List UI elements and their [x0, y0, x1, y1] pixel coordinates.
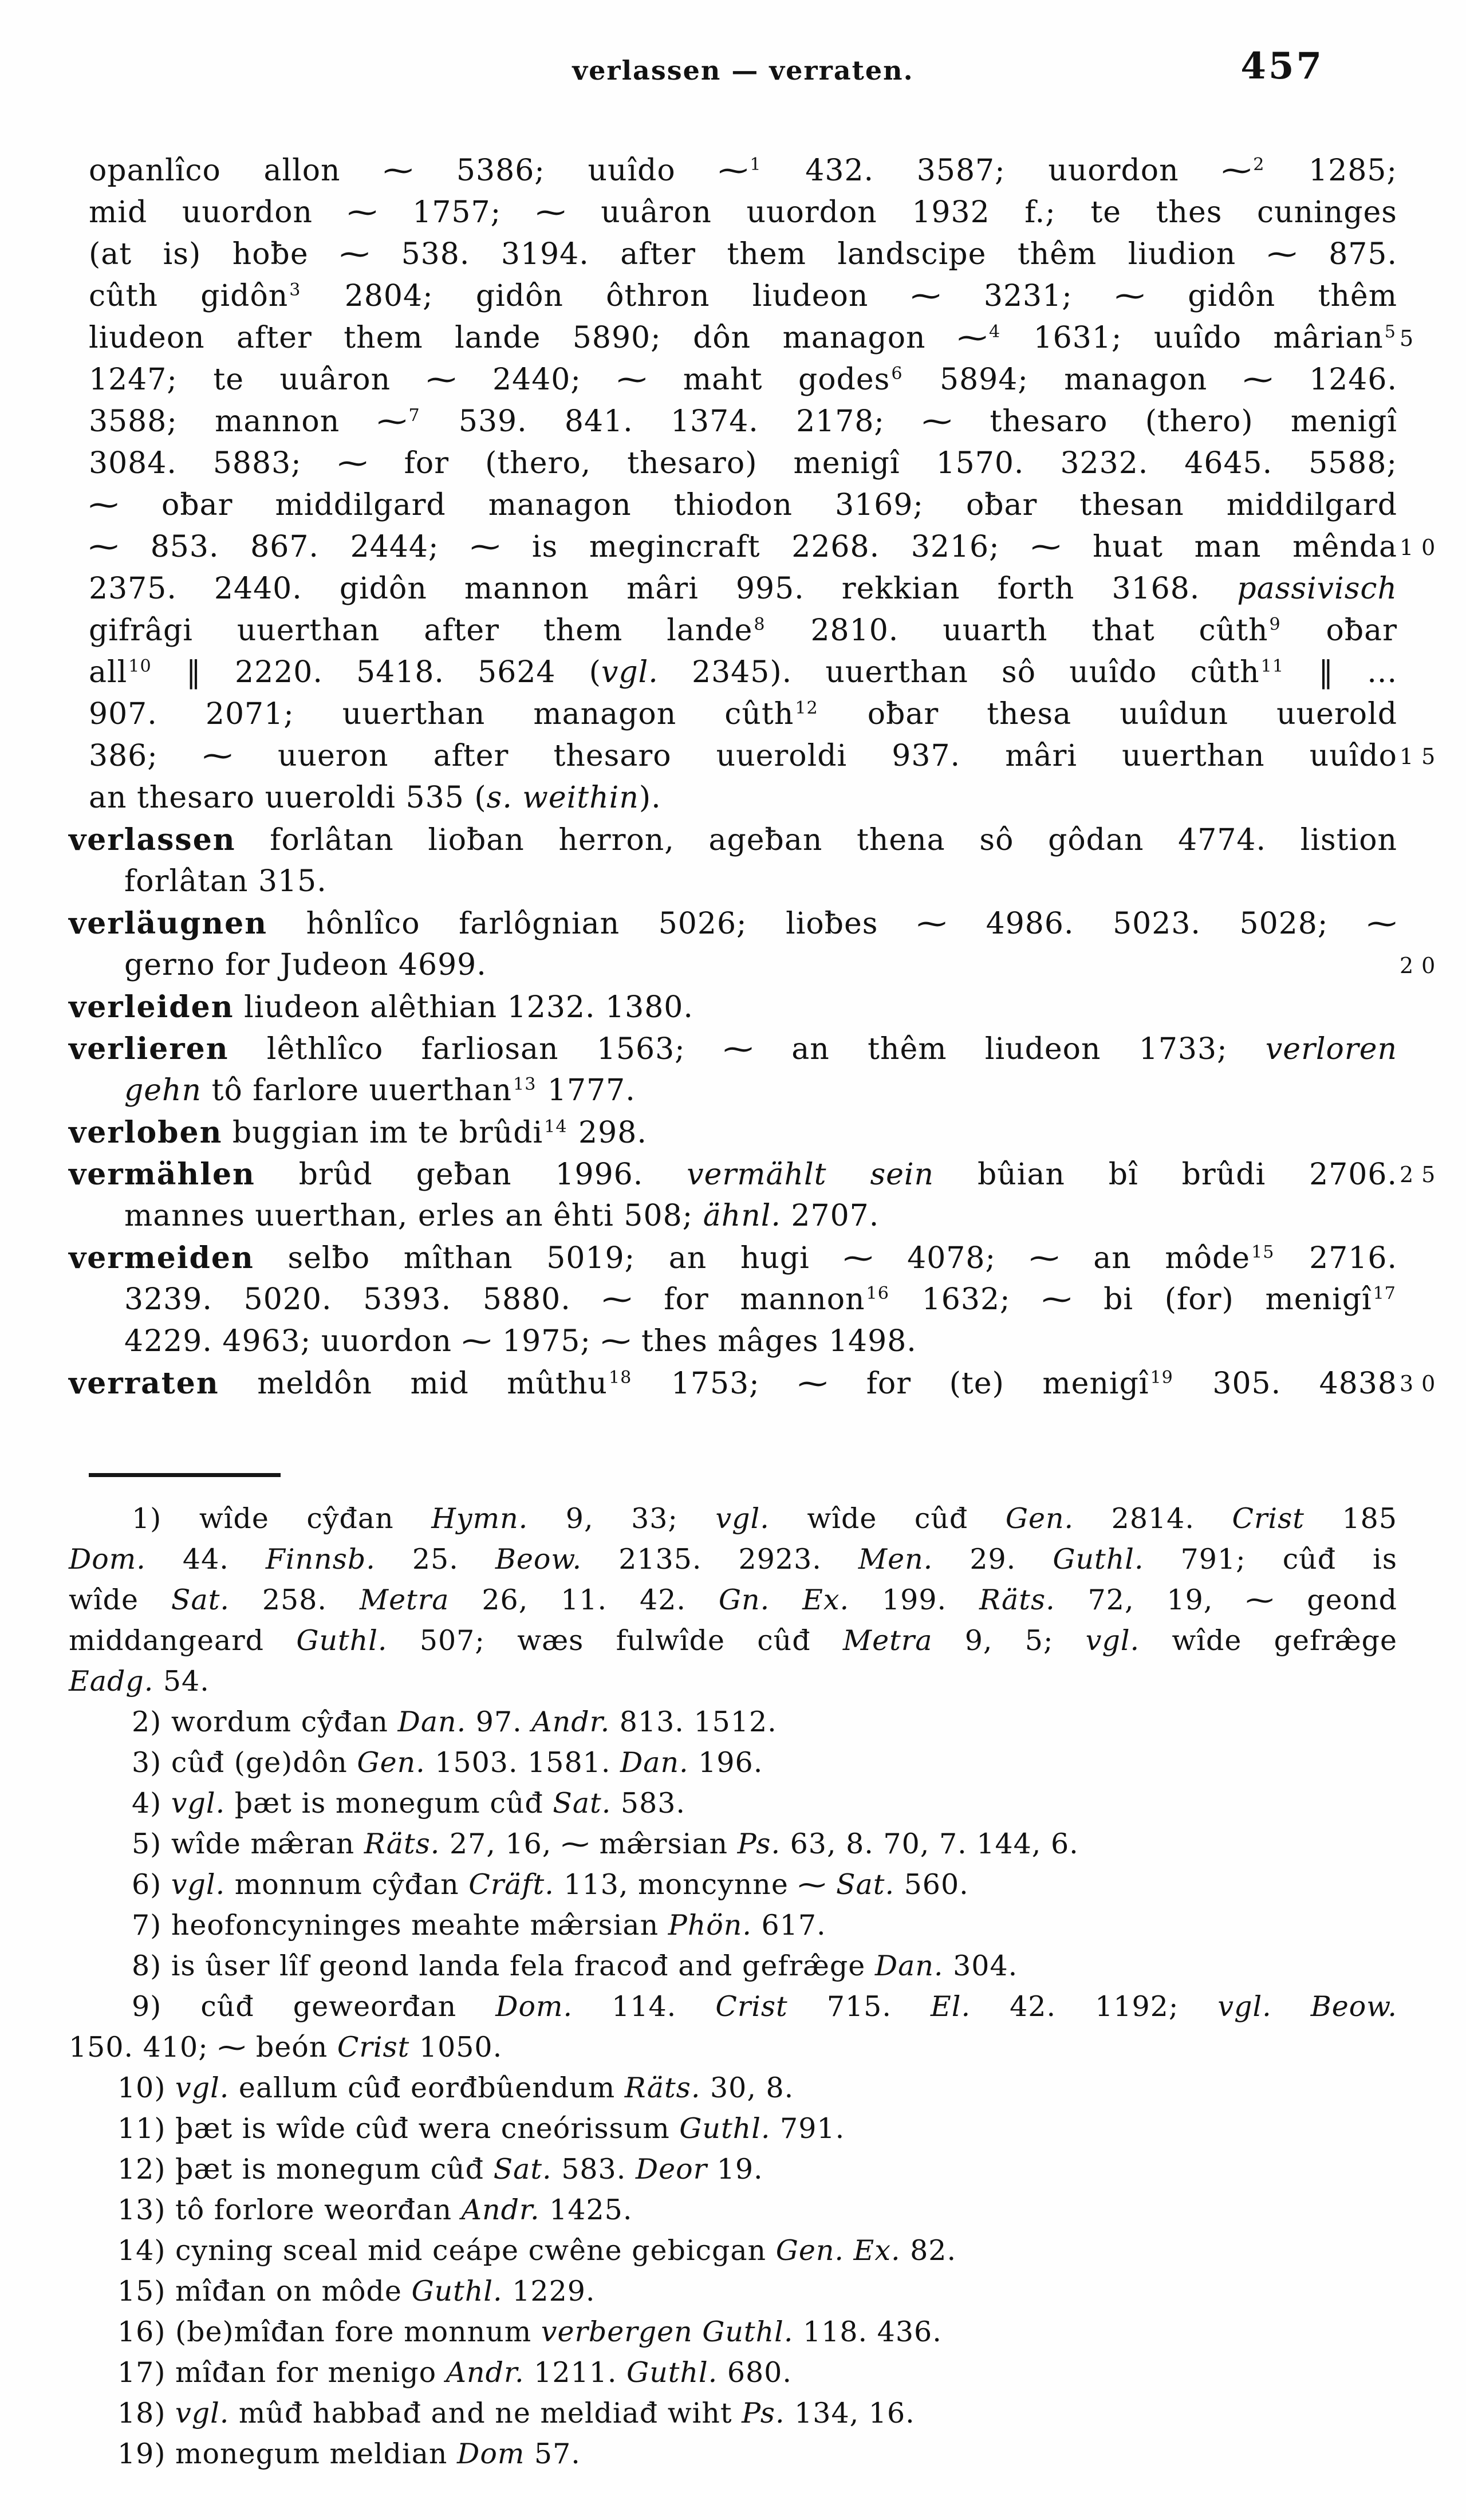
- text-line: [89, 735, 1444, 777]
- text-segment: 539. 841. 1374. 2178; ⁓ thesaro (thero) menigî: [421, 404, 1397, 439]
- text-segment: [693, 2316, 703, 2348]
- text-segment: forlâtan lioƀan herron, ageƀan thena sô gôdan 4774. listion: [235, 823, 1397, 857]
- text-segment: 12) þæt is monegum cûđ: [117, 2153, 494, 2186]
- text-segment: 680.: [718, 2356, 792, 2389]
- footnote-marker: 14: [544, 1116, 568, 1137]
- text-segment: 907. 2071; uuerthan managon cûth: [89, 697, 794, 731]
- text-segment: Finnsb.: [265, 1543, 376, 1576]
- text-segment: þæt is monegum cûđ: [225, 1787, 553, 1820]
- text-segment: brûd geƀan 1996.: [255, 1157, 687, 1192]
- text-segment: Sat.: [553, 1787, 612, 1820]
- text-segment: 1503. 1581.: [425, 1746, 620, 1779]
- text-segment: 813. 1512.: [610, 1706, 777, 1738]
- text-segment: (at is) hoƀe ⁓ 538. 3194. after them landscipe thêm liudion ⁓ 875.: [89, 237, 1397, 271]
- text-segment: 2810. uuarth that cûth: [766, 613, 1268, 648]
- text-segment: 19) monegum meldian: [117, 2438, 458, 2470]
- text-segment: 11) þæt is wîde cûđ wera cneórissum: [117, 2112, 680, 2145]
- text-segment: middangeard: [69, 1624, 297, 1657]
- text-segment: Räts.: [364, 1828, 440, 1860]
- text-segment: 199.: [849, 1584, 980, 1616]
- text-segment: 6): [132, 1868, 171, 1901]
- footnote-marker: 2: [1253, 154, 1265, 175]
- text-segment: Gn. Ex.: [718, 1584, 850, 1616]
- text-segment: Dan.: [874, 1950, 944, 1982]
- text-segment: buggian im te brûdi: [222, 1116, 543, 1150]
- text-segment: 2375. 2440. gidôn mannon mâri 995. rekkian forth 3168.: [89, 572, 1238, 606]
- entry-headword: vermählen: [69, 1157, 255, 1192]
- text-segment: Guthl.: [296, 1624, 388, 1657]
- text-segment: gehn: [124, 1073, 202, 1108]
- text-segment: monnum cŷđan: [225, 1868, 469, 1901]
- text-line: [69, 1864, 1397, 1905]
- text-segment: 114.: [573, 1990, 716, 2023]
- text-segment: forlâtan 315.: [124, 864, 327, 899]
- text-segment: 44.: [145, 1543, 266, 1576]
- text-segment: verbergen: [541, 2316, 693, 2348]
- text-segment: wîde gefræ̂ge: [1140, 1624, 1397, 1657]
- text-segment: vgl.: [175, 2397, 230, 2430]
- text-segment: ähnl.: [703, 1199, 781, 1233]
- text-segment: vgl.: [171, 1868, 226, 1901]
- footnote-marker: 4: [988, 321, 1001, 342]
- text-segment: 4229. 4963; uuordon ⁓ 1975; ⁓ thes mâges 1498.: [124, 1324, 917, 1359]
- text-line: [89, 944, 1444, 986]
- footnote-marker: 3: [289, 279, 301, 300]
- entry-headword: verloben: [69, 1115, 223, 1150]
- page-header: [89, 45, 1397, 101]
- text-segment: 29.: [933, 1543, 1053, 1576]
- footnote-marker: 16: [866, 1283, 889, 1304]
- text-segment: 617.: [751, 1909, 826, 1942]
- text-segment: 13) tô forlore weorđan: [117, 2194, 462, 2226]
- text-segment: 1247; te uuâron ⁓ 2440; ⁓ maht godes: [89, 363, 890, 397]
- footnote-marker: 8: [754, 614, 766, 635]
- text-line: [69, 2393, 1397, 2434]
- text-line: [69, 2434, 1397, 2474]
- text-segment: 1229.: [502, 2275, 596, 2308]
- text-segment: liudeon after them lande 5890; dôn managon ⁓: [89, 321, 988, 355]
- text-segment: Phön.: [668, 1909, 752, 1942]
- text-segment: 18): [117, 2397, 176, 2430]
- text-segment: 185: [1304, 1502, 1398, 1535]
- text-segment: 715.: [787, 1990, 931, 2023]
- text-line: [89, 652, 1397, 694]
- footnote-marker: 18: [608, 1367, 632, 1388]
- text-segment: oƀar: [1282, 613, 1398, 648]
- text-segment: opanlîco allon ⁓ 5386; uuîdo ⁓: [89, 153, 749, 188]
- text-segment: ⁓ oƀar middilgard managon thiodon 3169; oƀar thesan middilgard: [89, 488, 1397, 522]
- text-line: [89, 234, 1397, 275]
- text-line: [89, 610, 1397, 652]
- text-segment: Guthl.: [411, 2275, 503, 2308]
- text-line: [89, 150, 1397, 192]
- text-segment: all: [89, 655, 128, 690]
- text-segment: 2716.: [1275, 1241, 1397, 1275]
- footnote-marker: 13: [513, 1074, 537, 1094]
- text-segment: [1272, 1990, 1311, 2023]
- text-segment: Deor: [635, 2153, 708, 2186]
- footnote-marker: 17: [1373, 1283, 1396, 1304]
- text-segment: 2) wordum cŷđan: [132, 1706, 398, 1738]
- text-line: [69, 986, 1397, 1028]
- text-segment: 1211.: [524, 2356, 627, 2389]
- text-segment: 1425.: [539, 2194, 633, 2226]
- footnote-marker: 11: [1260, 656, 1284, 676]
- text-segment: Sat.: [836, 1868, 895, 1901]
- text-segment: 54.: [153, 1665, 210, 1698]
- text-segment: 14) cyning sceal mid ceápe cwêne gebicgan: [117, 2234, 776, 2267]
- text-segment: Sat.: [171, 1584, 230, 1616]
- verse-line-number: 20: [1400, 953, 1444, 978]
- text-segment: Beow.: [1310, 1990, 1397, 2023]
- text-segment: 304.: [943, 1950, 1018, 1982]
- text-segment: Guthl.: [1053, 1543, 1144, 1576]
- text-segment: Gen. Ex.: [775, 2234, 901, 2267]
- text-segment: Andr.: [531, 1706, 610, 1738]
- text-segment: mûđ habbađ and ne meldiađ wiht: [229, 2397, 742, 2430]
- text-segment: 82.: [900, 2234, 957, 2267]
- text-segment: gerno for Judeon 4699.: [124, 948, 487, 982]
- text-segment: vgl.: [601, 655, 659, 690]
- text-segment: Guthl.: [702, 2316, 794, 2348]
- entry-headword: verlieren: [69, 1031, 229, 1066]
- entry-headword: verleiden: [69, 990, 234, 1025]
- text-segment: Guthl.: [679, 2112, 771, 2145]
- text-line: [69, 2312, 1397, 2352]
- footnotes: [69, 1498, 1397, 2474]
- text-line: [89, 568, 1397, 610]
- text-segment: Dom.: [69, 1543, 146, 1576]
- verse-line-number: 25: [1400, 1162, 1444, 1187]
- text-segment: Metra: [359, 1584, 450, 1616]
- text-line: [69, 1905, 1397, 1946]
- text-line: [89, 1070, 1397, 1112]
- text-segment: wîde cûđ: [769, 1502, 1006, 1535]
- text-segment: vgl.: [715, 1502, 770, 1535]
- text-segment: Gen.: [357, 1746, 425, 1779]
- text-segment: Guthl.: [626, 2356, 718, 2389]
- text-segment: 150. 410; ⁓ beón: [69, 2031, 337, 2064]
- text-segment: 16) (be)mîđan fore monnum: [117, 2316, 541, 2348]
- text-segment: Metra: [842, 1624, 933, 1657]
- text-segment: liudeon alêthian 1232. 1380.: [234, 990, 693, 1025]
- text-segment: an thesaro uueroldi 535 (: [89, 781, 487, 815]
- text-segment: El.: [931, 1990, 971, 2023]
- text-line: [69, 1363, 1444, 1404]
- text-segment: Andr.: [461, 2194, 540, 2226]
- text-segment: Crist: [1232, 1502, 1305, 1535]
- text-segment: 583.: [551, 2153, 636, 2186]
- text-segment: Hymn.: [431, 1502, 529, 1535]
- text-segment: vgl.: [1085, 1624, 1140, 1657]
- text-segment: s. weithin: [486, 781, 639, 815]
- verse-line-number: 30: [1400, 1371, 1444, 1396]
- footnote-marker: 12: [795, 698, 818, 718]
- entry-headword: verraten: [69, 1366, 219, 1401]
- text-segment: Sat.: [493, 2153, 552, 2186]
- text-segment: 432. 3587; uuordon ⁓: [762, 153, 1252, 188]
- text-line: [69, 2230, 1397, 2271]
- text-segment: 5) wîde mæ̂ran: [132, 1828, 364, 1860]
- text-segment: Crist: [715, 1990, 788, 2023]
- text-segment: 113, moncynne ⁓: [554, 1868, 836, 1901]
- text-line: [89, 443, 1397, 485]
- text-segment: 2707.: [781, 1199, 880, 1233]
- text-segment: ).: [639, 781, 661, 815]
- text-line: [69, 1661, 1397, 1702]
- text-segment: 19.: [707, 2153, 763, 2186]
- text-segment: mannes uuerthan, erles an êhti 508;: [124, 1199, 703, 1233]
- text-segment: 305. 4838: [1174, 1367, 1397, 1401]
- text-segment: cûth gidôn: [89, 279, 289, 313]
- text-segment: 8) is ûser lîf geond landa fela fracođ and gefræ̂ge: [132, 1950, 875, 1982]
- text-line: [89, 359, 1397, 401]
- text-line: [69, 1539, 1397, 1580]
- text-line: [89, 777, 1397, 819]
- text-segment: 507; wæs fulwîde cûđ: [387, 1624, 843, 1657]
- text-segment: hônlîco farlôgnian 5026; lioƀes ⁓ 4986. 5023. 5028; ⁓: [267, 907, 1397, 941]
- text-segment: Gen.: [1005, 1502, 1074, 1535]
- text-segment: 3588; mannon ⁓: [89, 404, 408, 439]
- text-segment: 17) mîđan for menigo: [117, 2356, 446, 2389]
- text-segment: 1) wîde cŷđan: [132, 1502, 432, 1535]
- text-segment: vgl.: [1217, 1990, 1272, 2023]
- text-segment: 386; ⁓ uueron after thesaro uueroldi 937. mâri uuerthan uuîdo: [89, 739, 1397, 773]
- text-segment: gifrâgi uuerthan after them lande: [89, 613, 753, 648]
- text-segment: 25.: [375, 1543, 495, 1576]
- text-line: [89, 1321, 1397, 1363]
- footnote-marker: 5: [1384, 321, 1396, 342]
- text-segment: passivisch: [1237, 572, 1397, 606]
- text-segment: selƀo mîthan 5019; an hugi ⁓ 4078; ⁓ an môde: [254, 1241, 1251, 1275]
- text-line: [69, 1028, 1397, 1070]
- text-segment: 72, 19, ⁓ geond: [1055, 1584, 1397, 1616]
- text-segment: Beow.: [495, 1543, 582, 1576]
- main-text: [69, 150, 1444, 1404]
- text-line: [89, 485, 1397, 526]
- text-line: [89, 275, 1397, 317]
- text-segment: Crist: [337, 2031, 410, 2064]
- text-line: [89, 526, 1444, 568]
- text-segment: 298.: [568, 1116, 647, 1150]
- text-line: [69, 1986, 1397, 2027]
- text-segment: vgl.: [171, 1787, 226, 1820]
- text-line: [69, 1498, 1397, 1539]
- text-segment: Dom.: [495, 1990, 573, 2023]
- text-segment: 196.: [688, 1746, 763, 1779]
- text-line: [89, 192, 1397, 234]
- footnote-separator-rule: [89, 1473, 281, 1477]
- text-segment: Dan.: [397, 1706, 467, 1738]
- text-segment: 63, 8. 70, 7. 144, 6.: [781, 1828, 1079, 1860]
- footnote-marker: 7: [408, 405, 420, 426]
- text-line: [69, 1783, 1397, 1824]
- text-line: [69, 2068, 1397, 2108]
- text-segment: Eadg.: [69, 1665, 154, 1698]
- text-segment: 15) mîđan on môde: [117, 2275, 412, 2308]
- text-segment: 42. 1192;: [971, 1990, 1218, 2023]
- text-segment: 9, 5;: [932, 1624, 1086, 1657]
- text-segment: meldôn mid mûthu: [219, 1367, 608, 1401]
- text-segment: 1777.: [537, 1073, 636, 1108]
- text-segment: 1285;: [1266, 153, 1398, 188]
- text-segment: 2345). uuerthan sô uuîdo cûth: [658, 655, 1260, 690]
- text-segment: 7) heofoncyninges meahte mæ̂rsian: [132, 1909, 668, 1942]
- footnote-marker: 9: [1269, 614, 1281, 635]
- text-segment: 791.: [770, 2112, 845, 2145]
- text-line: [69, 1742, 1397, 1783]
- text-segment: Dan.: [620, 1746, 689, 1779]
- text-segment: 10): [117, 2072, 176, 2104]
- text-segment: 583.: [611, 1787, 686, 1820]
- text-segment: bûian bî brûdi 2706.: [934, 1157, 1397, 1192]
- text-segment: ⁓ 853. 867. 2444; ⁓ is megincraft 2268. 3216; ⁓ huat man mênda: [89, 530, 1397, 564]
- entry-headword: verlassen: [69, 822, 236, 857]
- text-segment: 9, 33;: [528, 1502, 716, 1535]
- entry-headword: vermeiden: [69, 1241, 254, 1275]
- text-segment: Dom: [457, 2438, 525, 2470]
- text-line: [69, 2149, 1397, 2190]
- text-segment: oƀar thesa uuîdun uuerold: [819, 697, 1397, 731]
- text-segment: 2804; gidôn ôthron liudeon ⁓ 3231; ⁓ gidôn thêm: [302, 279, 1398, 313]
- text-segment: Ps.: [742, 2397, 785, 2430]
- text-segment: 3239. 5020. 5393. 5880. ⁓ for mannon: [124, 1282, 865, 1317]
- verse-line-number: 5: [1400, 326, 1422, 351]
- text-line: [69, 819, 1397, 861]
- text-segment: 791; cûđ is: [1144, 1543, 1398, 1576]
- footnote-marker: 6: [891, 363, 903, 384]
- text-segment: 9) cûđ geweorđan: [132, 1990, 496, 2023]
- footnote-marker: 15: [1251, 1242, 1275, 1262]
- verse-line-number: 15: [1400, 744, 1444, 769]
- page-number: 457: [1240, 45, 1324, 88]
- footnote-marker: 19: [1150, 1367, 1173, 1388]
- text-segment: 1050.: [409, 2031, 503, 2064]
- text-line: [89, 401, 1397, 443]
- text-segment: Men.: [858, 1543, 933, 1576]
- text-segment: vermählt sein: [687, 1157, 935, 1192]
- text-segment: Andr.: [446, 2356, 525, 2389]
- text-segment: ‖ 2220. 5418. 5624 (: [152, 655, 601, 690]
- text-line: [69, 1112, 1397, 1153]
- footnote-marker: 1: [750, 154, 762, 175]
- text-segment: 1631; uuîdo mârian: [1002, 321, 1384, 355]
- text-line: [69, 2190, 1397, 2230]
- text-segment: 134, 16.: [785, 2397, 915, 2430]
- text-segment: 3084. 5883; ⁓ for (thero, thesaro) menigî 1570. 3232. 4645. 5588;: [89, 446, 1397, 481]
- text-segment: 26, 11. 42.: [449, 1584, 719, 1616]
- text-line: [69, 2027, 1397, 2068]
- text-line: [89, 317, 1422, 359]
- text-line: [69, 2108, 1397, 2149]
- text-segment: 2814.: [1074, 1502, 1232, 1535]
- text-line: [69, 1237, 1397, 1279]
- text-segment: 97.: [466, 1706, 532, 1738]
- text-segment: 3) cûđ (ge)dôn: [132, 1746, 357, 1779]
- text-segment: 560.: [894, 1868, 969, 1901]
- text-segment: Räts.: [979, 1584, 1055, 1616]
- text-segment: 1632; ⁓ bi (for) menigî: [890, 1282, 1372, 1317]
- text-segment: 30, 8.: [700, 2072, 794, 2104]
- verse-line-number: 10: [1400, 535, 1444, 560]
- text-line: [89, 1195, 1397, 1237]
- entry-headword: verläugnen: [69, 906, 268, 941]
- text-segment: verloren: [1265, 1032, 1397, 1066]
- text-line: [69, 1580, 1397, 1620]
- text-segment: wîde: [69, 1584, 171, 1616]
- footnote-marker: 10: [128, 656, 152, 676]
- text-segment: Cräft.: [468, 1868, 554, 1901]
- text-line: [69, 1153, 1444, 1195]
- running-head: verlassen — verraten.: [572, 55, 914, 86]
- text-segment: 4): [132, 1787, 171, 1820]
- text-line: [69, 2352, 1397, 2393]
- text-line: [89, 861, 1397, 903]
- text-segment: eallum cûđ eorđbûendum: [229, 2072, 625, 2104]
- text-segment: 57.: [525, 2438, 581, 2470]
- text-segment: 5894; managon ⁓ 1246.: [904, 363, 1397, 397]
- text-segment: 2135. 2923.: [582, 1543, 858, 1576]
- text-line: [89, 1279, 1397, 1321]
- text-line: [69, 1620, 1397, 1661]
- text-line: [69, 903, 1397, 944]
- text-line: [69, 1946, 1397, 1986]
- text-segment: 1753; ⁓ for (te) menigî: [633, 1367, 1149, 1401]
- text-segment: lêthlîco farliosan 1563; ⁓ an thêm liudeon 1733;: [228, 1032, 1266, 1066]
- text-line: [69, 1824, 1397, 1864]
- text-segment: mid uuordon ⁓ 1757; ⁓ uuâron uuordon 1932 f.; te thes cuninges: [89, 195, 1397, 230]
- text-segment: ‖ ...: [1285, 655, 1397, 690]
- text-segment: 27, 16, ⁓ mæ̂rsian: [440, 1828, 738, 1860]
- text-segment: 258.: [229, 1584, 360, 1616]
- text-segment: tô farlore uuerthan: [202, 1073, 513, 1108]
- text-segment: Räts.: [624, 2072, 701, 2104]
- text-segment: vgl.: [175, 2072, 230, 2104]
- text-line: [69, 2271, 1397, 2312]
- text-line: [69, 1702, 1397, 1742]
- text-line: [89, 694, 1397, 735]
- text-segment: Ps.: [737, 1828, 781, 1860]
- text-segment: 118. 436.: [793, 2316, 942, 2348]
